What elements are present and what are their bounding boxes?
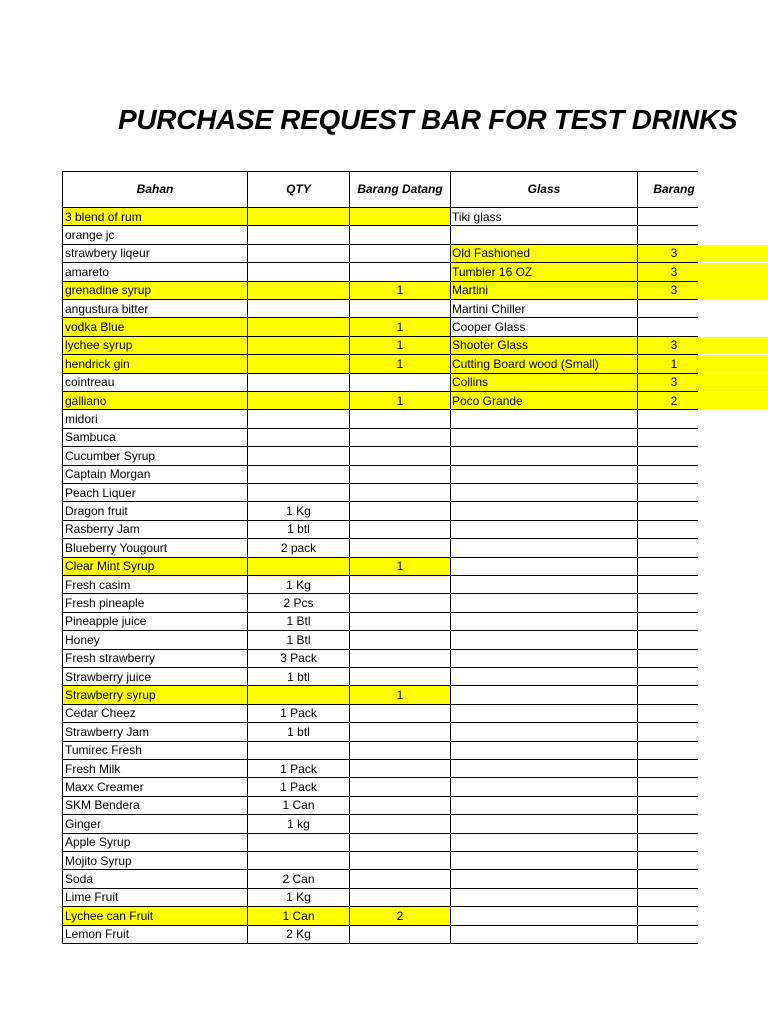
- cell-bahan: Pineapple juice: [65, 614, 147, 629]
- header-glass: Glass: [527, 182, 561, 196]
- cell-qty: 1 Pack: [280, 761, 317, 776]
- cell-bahan: Fresh casim: [65, 577, 131, 592]
- cell-qty: 1 Btl: [286, 614, 311, 629]
- cell-barang-datang: 1: [396, 393, 404, 408]
- cell-barang: 3: [670, 264, 678, 279]
- cell-bahan: midori: [65, 411, 98, 426]
- cell-qty: 1 btl: [287, 522, 310, 537]
- cell-barang-datang: 1: [396, 687, 404, 702]
- header-qty: QTY: [286, 182, 311, 196]
- cell-bahan: Honey: [65, 632, 100, 647]
- header-bahan: Bahan: [136, 182, 174, 196]
- cell-bahan: Lychee can Fruit: [65, 908, 154, 923]
- grid-line: [62, 171, 698, 172]
- grid-line: [62, 171, 63, 944]
- cell-bahan: 3 blend of rum: [65, 209, 142, 224]
- cell-barang: 3: [670, 338, 678, 353]
- cell-qty: 1 Can: [282, 798, 315, 813]
- cell-barang-datang: 1: [396, 283, 404, 298]
- cell-glass: Collins: [452, 375, 489, 390]
- cell-barang-datang: 1: [396, 319, 404, 334]
- header-barang-datang: Barang Datang: [357, 182, 443, 196]
- cell-bahan: Blueberry Yougourt: [65, 540, 168, 555]
- cell-qty: 1 Kg: [286, 577, 311, 592]
- cell-bahan: Cedar Cheez: [65, 706, 136, 721]
- cell-glass: Shooter Glass: [452, 338, 529, 353]
- cell-qty: 1 Can: [282, 908, 315, 923]
- cell-barang: 3: [670, 283, 678, 298]
- cell-glass: Martini: [452, 283, 489, 298]
- cell-qty: 1 Kg: [286, 503, 311, 518]
- cell-bahan: SKM Bendera: [65, 798, 140, 813]
- cell-bahan: amareto: [65, 264, 110, 279]
- cell-glass: Tiki glass: [452, 209, 502, 224]
- cell-bahan: Soda: [65, 871, 94, 886]
- cell-barang: 1: [670, 356, 678, 371]
- cell-bahan: Captain Morgan: [65, 467, 151, 482]
- cell-qty: 1 btl: [287, 724, 310, 739]
- cell-bahan: Rasberry Jam: [65, 522, 140, 537]
- cell-bahan: hendrick gin: [65, 356, 130, 371]
- cell-bahan: Dragon fruit: [65, 503, 128, 518]
- cell-barang: 2: [670, 393, 678, 408]
- cell-bahan: Sambuca: [65, 430, 116, 445]
- grid-line: [450, 171, 451, 944]
- cell-bahan: Maxx Creamer: [65, 779, 144, 794]
- cell-bahan: lychee syrup: [65, 338, 133, 353]
- cell-bahan: Fresh strawberry: [65, 651, 156, 666]
- cell-bahan: Lemon Fruit: [65, 927, 130, 942]
- cell-qty: 1 kg: [287, 816, 310, 831]
- cell-glass: Old Fashioned: [452, 246, 531, 261]
- cell-bahan: cointreau: [65, 375, 115, 390]
- cell-barang-datang: 1: [396, 356, 404, 371]
- cell-bahan: Clear Mint Syrup: [65, 559, 155, 574]
- cell-bahan: Fresh Milk: [65, 761, 121, 776]
- cell-bahan: galliano: [65, 393, 107, 408]
- cell-bahan: grenadine syrup: [65, 283, 152, 298]
- cell-bahan: angustura bitter: [65, 301, 149, 316]
- page-title: PURCHASE REQUEST BAR FOR TEST DRINKS: [118, 104, 738, 135]
- cell-glass: Tumbler 16 OZ: [452, 264, 533, 279]
- cell-glass: Cooper Glass: [452, 319, 526, 334]
- cell-barang: 3: [670, 246, 678, 261]
- cell-bahan: Peach Liquer: [65, 485, 136, 500]
- cell-bahan: Strawberry Jam: [65, 724, 150, 739]
- cell-qty: 1 Pack: [280, 779, 317, 794]
- cell-bahan: Lime Fruit: [65, 890, 119, 905]
- cell-qty: 2 Pcs: [283, 595, 314, 610]
- cell-glass: Poco Grande: [452, 393, 523, 408]
- cell-barang-datang: 1: [396, 559, 404, 574]
- header-barang: Barang: [653, 182, 695, 196]
- cell-qty: 2 Kg: [286, 927, 311, 942]
- cell-barang: 3: [670, 375, 678, 390]
- cell-glass: Cutting Board wood (Small): [452, 356, 599, 371]
- cell-bahan: Cucumber Syrup: [65, 448, 156, 463]
- cell-bahan: Strawberry syrup: [65, 687, 156, 702]
- cell-bahan: Strawberry juice: [65, 669, 152, 684]
- cell-bahan: Mojito Syrup: [65, 853, 132, 868]
- cell-bahan: orange jc: [65, 227, 115, 242]
- cell-qty: 2 Can: [282, 871, 315, 886]
- cell-qty: 2 pack: [280, 540, 317, 555]
- cell-bahan: Apple Syrup: [65, 835, 131, 850]
- cell-qty: 1 Pack: [280, 706, 317, 721]
- cell-bahan: Tumirec Fresh: [65, 743, 142, 758]
- cell-barang-datang: 2: [396, 908, 404, 923]
- cell-glass: Martini Chiller: [452, 301, 526, 316]
- cell-bahan: Ginger: [65, 816, 102, 831]
- cell-qty: 1 Btl: [286, 632, 311, 647]
- cell-bahan: strawbery liqeur: [65, 246, 150, 261]
- cell-bahan: Fresh pineaple: [65, 595, 145, 610]
- cell-qty: 1 Kg: [286, 890, 311, 905]
- cell-qty: 3 Pack: [280, 651, 317, 666]
- cell-barang-datang: 1: [396, 338, 404, 353]
- cell-bahan: vodka Blue: [65, 319, 125, 334]
- cell-qty: 1 btl: [287, 669, 310, 684]
